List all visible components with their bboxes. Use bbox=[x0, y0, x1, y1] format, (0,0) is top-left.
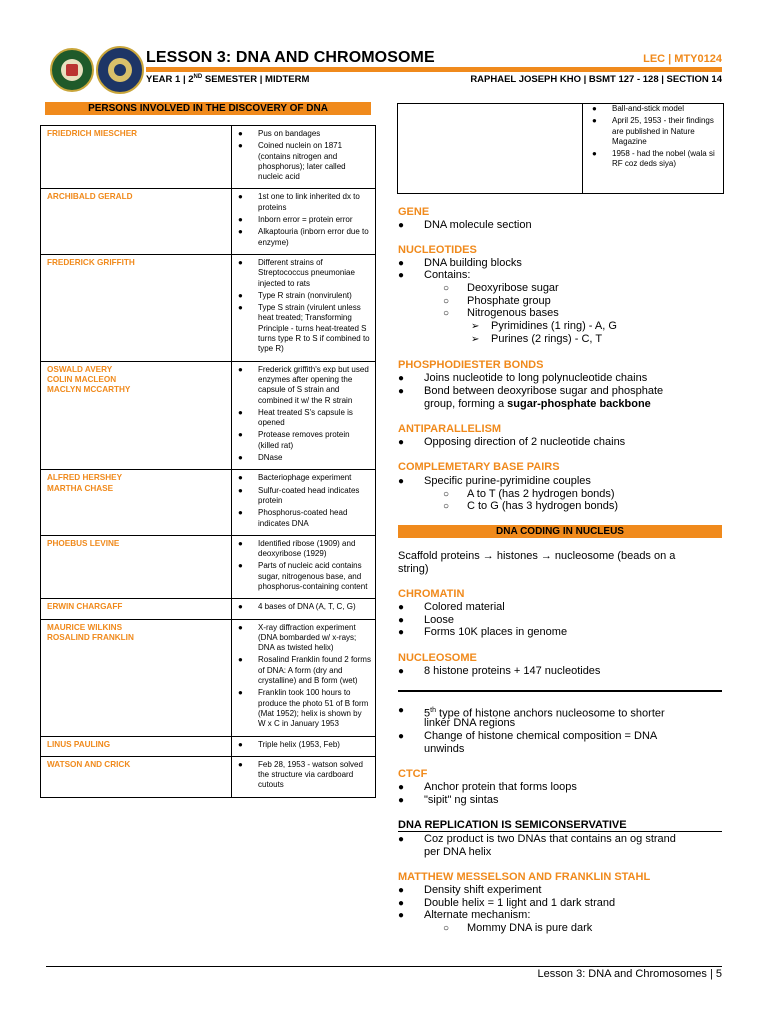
person-names bbox=[41, 470, 232, 535]
contribution-item: ● 4 bases of DNA (A, T, C, G) bbox=[238, 602, 371, 612]
nucleotides-subitem: ○ Phosphate group bbox=[467, 295, 551, 308]
nucleotides-subsubitem: ➢ Pyrimidines (1 ring) - A, G bbox=[491, 320, 617, 333]
contribution-item: ● Heat treated S's capsule is opened bbox=[238, 408, 371, 429]
contribution-item: ● Coined nuclein on 1871 (contains nitrogen and phosphorus); later called nucleic acid bbox=[238, 141, 371, 182]
chromatin-item: ● Forms 10K places in genome bbox=[424, 626, 567, 639]
nucleotides-item: ● Contains: bbox=[424, 269, 470, 282]
messelson-stahl-subitem: ○ Mommy DNA is pure dark bbox=[467, 922, 592, 935]
antiparallelism-heading: ANTIPARALLELISM bbox=[398, 423, 502, 435]
nucleosome-heading: NUCLEOSOME bbox=[398, 652, 477, 664]
contribution-item: ● X-ray diffraction experiment (DNA bombarded w/ x-rays; DNA as twisted helix) bbox=[238, 623, 371, 654]
page-title: LESSON 3: DNA AND CHROMOSOME bbox=[146, 49, 435, 66]
person-row bbox=[41, 619, 376, 736]
person-names bbox=[41, 254, 232, 361]
messelson-stahl-item: ● Double helix = 1 light and 1 dark strand bbox=[424, 897, 615, 910]
contribution-item: ● Franklin took 100 hours to produce the photo 51 of B form (Mat 1952); helix is shown by W x C in January 1953 bbox=[238, 688, 371, 729]
person-names bbox=[41, 736, 232, 756]
section-divider bbox=[398, 690, 722, 692]
contribution-item: ● Type R strain (nonvirulent) bbox=[238, 291, 371, 301]
person-name: ROSALIND FRANKLIN bbox=[47, 632, 134, 642]
ctcf-item: ● "sipit" ng sintas bbox=[424, 794, 498, 807]
person-names bbox=[41, 756, 232, 797]
person-names bbox=[41, 619, 232, 736]
person-name: OSWALD AVERY bbox=[47, 364, 113, 374]
person-name: LINUS PAULING bbox=[47, 739, 111, 749]
contribution-item: ● Type S strain (virulent unless heat treated; Transforming Principle - turns heat-treated S turns type R to S if combined to type R) bbox=[238, 303, 371, 354]
histone-item-cont: linker DNA regions bbox=[424, 717, 516, 729]
person-contributions bbox=[232, 361, 376, 470]
contribution-item: ● Bacteriophage experiment bbox=[238, 473, 371, 483]
person-contributions bbox=[232, 599, 376, 619]
ctcf-heading: CTCF bbox=[398, 768, 428, 780]
nucleosome-item: ● 8 histone proteins + 147 nucleotides bbox=[424, 665, 600, 678]
contribution-item: ● 1st one to link inherited dx to proteins bbox=[238, 192, 371, 213]
contribution-item: ● Inborn error = protein error bbox=[238, 215, 371, 225]
histone-item: ● Change of histone chemical composition = DNA bbox=[424, 730, 657, 743]
contribution-item: ● Identified ribose (1909) and deoxyribose (1929) bbox=[238, 539, 371, 560]
person-name: COLIN MACLEON bbox=[47, 374, 117, 384]
contribution-item: ● 1958 - had the nobel (wala si RF coz deds siya) bbox=[592, 149, 718, 170]
nucleotides-subsubitem: ➢ Purines (2 rings) - C, T bbox=[491, 333, 602, 346]
subtitle: YEAR 1 | 2ND SEMESTER | MIDTERM bbox=[146, 74, 310, 86]
person-name: MACLYN MCCARTHY bbox=[47, 385, 131, 395]
chromatin-item: ● Colored material bbox=[424, 601, 505, 614]
header-divider bbox=[146, 67, 722, 72]
person-name: FREDERICK GRIFFITH bbox=[47, 257, 135, 267]
nucleotides-item: ● DNA building blocks bbox=[424, 257, 522, 270]
persons-table bbox=[40, 125, 376, 798]
person-row bbox=[41, 361, 376, 470]
person-names bbox=[41, 599, 232, 619]
histone-item: ● 5th type of histone anchors nucleosome to shorter bbox=[424, 704, 665, 721]
person-names bbox=[41, 189, 232, 254]
person-names bbox=[41, 361, 232, 470]
base-pairs-subitem: ○ A to T (has 2 hydrogen bonds) bbox=[467, 488, 615, 501]
messelson-stahl-heading: MATTHEW MESSELSON AND FRANKLIN STAHL bbox=[398, 871, 651, 883]
scaffold-line: Scaffold proteins → histones → nucleosome (beads on a bbox=[398, 550, 676, 562]
person-row bbox=[41, 599, 376, 619]
person-row bbox=[41, 189, 376, 254]
course-code: LEC | MTY0124 bbox=[643, 53, 722, 65]
author-line: RAPHAEL JOSEPH KHO | BSMT 127 - 128 | SECTION 14 bbox=[470, 74, 722, 85]
person-contributions bbox=[232, 189, 376, 254]
person-name: FRIEDRICH MIESCHER bbox=[47, 129, 138, 138]
contribution-item: ● Feb 28, 1953 - watson solved the structure via cardboard cutouts bbox=[238, 760, 371, 791]
replication-item-cont: per DNA helix bbox=[424, 846, 492, 858]
person-row bbox=[41, 126, 376, 189]
contribution-item: ● Rosalind Franklin found 2 forms of DNA: A form (dry and crystalline) and B form (wet) bbox=[238, 655, 371, 686]
phosphodiester-item: ● Joins nucleotide to long polynucleotide chains bbox=[424, 372, 647, 385]
contribution-item: ● April 25, 1953 - their findings are published in Nature Magazine bbox=[592, 116, 718, 147]
person-row bbox=[41, 535, 376, 598]
person-contributions bbox=[232, 470, 376, 535]
contribution-item: ● Frederick griffith's exp but used enzymes after opening the capsule of S strain and combined it w/ the R strain bbox=[238, 365, 371, 406]
person-names bbox=[41, 126, 232, 189]
person-name: ERWIN CHARGAFF bbox=[47, 602, 123, 612]
person-names bbox=[41, 535, 232, 598]
footer-divider bbox=[46, 966, 722, 967]
messelson-stahl-item: ● Alternate mechanism: bbox=[424, 909, 530, 922]
person-name: WATSON AND CRICK bbox=[47, 759, 131, 769]
persons-heading: PERSONS INVOLVED IN THE DISCOVERY OF DNA bbox=[45, 102, 371, 115]
person-name: MARTHA CHASE bbox=[47, 483, 114, 493]
gene-heading: GENE bbox=[398, 206, 430, 218]
antiparallelism-item: ● Opposing direction of 2 nucleotide chains bbox=[424, 436, 625, 449]
ctcf-item: ● Anchor protein that forms loops bbox=[424, 781, 577, 794]
phosphodiester-heading: PHOSPHODIESTER BONDS bbox=[398, 359, 544, 371]
person-contributions bbox=[232, 254, 376, 361]
contribution-item: ● DNase bbox=[238, 453, 371, 463]
university-seal-logo bbox=[50, 48, 94, 92]
person-contributions bbox=[232, 756, 376, 797]
person-contributions bbox=[232, 535, 376, 598]
contribution-item: ● Sulfur-coated head indicates protein bbox=[238, 486, 371, 507]
contribution-item: ● Triple helix (1953, Feb) bbox=[238, 740, 371, 750]
college-seal-logo bbox=[96, 46, 144, 94]
phosphodiester-item-cont: group, forming a sugar-phosphate backbone bbox=[424, 398, 651, 410]
replication-divider bbox=[398, 831, 722, 832]
person-row bbox=[41, 756, 376, 797]
contribution-item: ● Alkaptouria (inborn error due to enzyme) bbox=[238, 227, 371, 248]
contribution-item: ● Parts of nucleic acid contains sugar, nitrogenous base, and phosphorus-containing content bbox=[238, 561, 371, 592]
contribution-item: ● Phosphorus-coated head indicates DNA bbox=[238, 508, 371, 529]
replication-item: ● Coz product is two DNAs that contains an og strand bbox=[424, 833, 676, 846]
nucleotides-subitem: ○ Nitrogenous bases bbox=[467, 307, 559, 320]
base-pairs-subitem: ○ C to G (has 3 hydrogen bonds) bbox=[467, 500, 618, 513]
nucleotides-heading: NUCLEOTIDES bbox=[398, 244, 477, 256]
person-contributions bbox=[232, 619, 376, 736]
scaffold-line-cont: string) bbox=[398, 563, 429, 575]
contribution-item: ● Different strains of Streptococcus pneumoniae injected to rats bbox=[238, 258, 371, 289]
watson-continuation-table bbox=[397, 103, 724, 194]
messelson-stahl-item: ● Density shift experiment bbox=[424, 884, 541, 897]
replication-heading: DNA REPLICATION IS SEMICONSERVATIVE bbox=[398, 819, 627, 831]
chromatin-item: ● Loose bbox=[424, 614, 454, 627]
person-contributions bbox=[232, 736, 376, 756]
phosphodiester-item: ● Bond between deoxyribose sugar and phosphate bbox=[424, 385, 663, 398]
contribution-item: ● Protease removes protein (killed rat) bbox=[238, 430, 371, 451]
base-pairs-item: ● Specific purine-pyrimidine couples bbox=[424, 475, 591, 488]
person-row bbox=[41, 736, 376, 756]
contribution-item: ● Pus on bandages bbox=[238, 129, 371, 139]
person-name: PHOEBUS LEVINE bbox=[47, 538, 120, 548]
person-name: MAURICE WILKINS bbox=[47, 622, 123, 632]
gene-item: ● DNA molecule section bbox=[424, 219, 532, 232]
person-contributions bbox=[232, 126, 376, 189]
chromatin-heading: CHROMATIN bbox=[398, 588, 465, 600]
histone-item-cont: unwinds bbox=[424, 743, 465, 755]
page-footer: Lesson 3: DNA and Chromosomes | 5 bbox=[537, 968, 722, 980]
person-name: ARCHIBALD GERALD bbox=[47, 192, 133, 202]
base-pairs-heading: COMPLEMETARY BASE PAIRS bbox=[398, 461, 560, 473]
person-name: ALFRED HERSHEY bbox=[47, 473, 123, 483]
nucleotides-subitem: ○ Deoxyribose sugar bbox=[467, 282, 559, 295]
coding-heading: DNA CODING IN NUCLEUS bbox=[398, 525, 722, 538]
person-row bbox=[41, 470, 376, 535]
contribution-item: ● Ball-and-stick model bbox=[592, 104, 718, 114]
person-row bbox=[41, 254, 376, 361]
